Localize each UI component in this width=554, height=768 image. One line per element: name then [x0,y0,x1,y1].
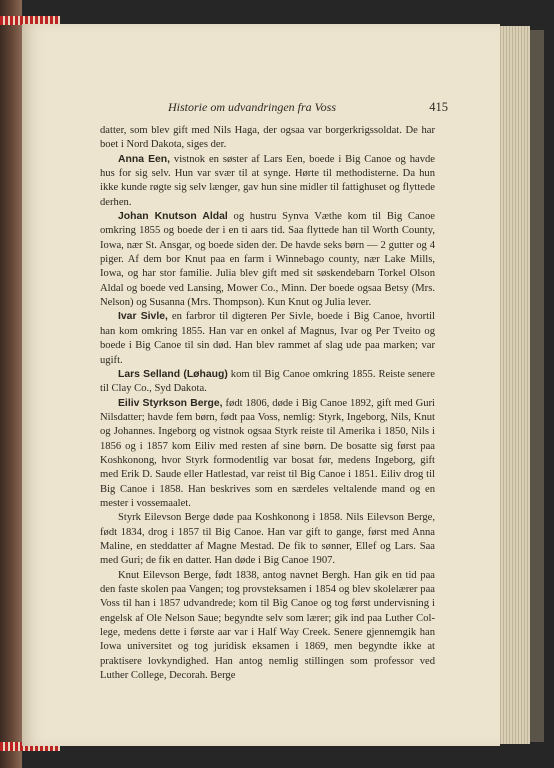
person-name: Ivar Sivle, [118,311,168,323]
paragraph: Lars Selland (Løhaug) kom til Big Canoe omkring 1855. Reiste senere til Clay Co., Syd Dakota. [100,368,435,395]
paragraph: Knut Eilevson Berge, født 1838, antog navnet Bergh. Han gik en tid paa den faste skolen paa Vangen; tog provsteksamen i 1854 og blev skolelærer paa Voss til han i 1857 udvandrede; kom til Big Canoe og tog først undervisning i engelsk af Ole Nelson Saue; begyndte selv som lærer; gik ind paa Luther College, medens dette i første aar var i Half Way Creek. Senere gjennemgik han Iowa universitet og tog juridisk eksamen i 1869, men begyndte ikke at praktisere lovkyndighed. Han antog nemlig stillingen som professor ved Luther College, Decorah. Berge [100,569,435,682]
paragraph: Ivar Sivle, en farbror til digteren Per Sivle, boede i Big Canoe, hvortil han kom omkring 1855. Han var en onkel af Magnus, Ivar og Per Tveito og boede i Big Canoe til sin død. Han blev rammet af slag ude paa marken; var ugift. [100,311,435,366]
page-number: 415 [429,100,448,114]
page-stack-shadow [530,30,544,742]
body-text [100,124,435,683]
paragraph: Anna Een, vistnok en søster af Lars Een, boede i Big Canoe og havde hus for sig selv. Hun var svær til at synge. Hørte til methodisterne. Da hun ikke kunde røgte sig selv længer, gav hun sine midler til fattighuset og flyttede derhen. [100,153,435,208]
running-head: Historie om udvandringen fra Voss [168,100,336,114]
page-stack-edge [498,26,530,744]
person-name: Anna Een, [118,153,171,165]
page-header [78,100,448,118]
person-name: Lars Selland (Løhaug) [118,368,228,380]
paragraph: Johan Knutson Aldal og hustru Synva Væthe kom til Big Canoe omkring 1855 og boede der i en ti aars tid. Saa flyttede han til Worth County, Iowa, nær St. Ansgar, og boede siden der. De havde seks børn — 2 gutter og 4 piger. Af dem bor Knut paa en farm i Winnebago county, nær Lake Mills, Iowa, og har stor familie. Julia blev gift med sit søskendebarn Torkel Olson Aldal og boede ved Lansing, Mower Co., Minn. Der boede ogsaa Betsy (Mrs. Nelson) og Susanna (Mrs. Thompson). Kun Knut og Julia lever. [100,211,435,309]
paragraph: Styrk Eilevson Berge døde paa Koshkonong i 1858. Nils Eilevson Berge, født 1834, drog i 1857 til Big Canoe. Han var gift to gange, først med Anna Maline, en steddatter af Magne Mestad. De fik to sønner, Ellef og Lars. Saa med Guri; de fik en datter. Han døde i Big Canoe 1907. [100,512,435,567]
person-name: Johan Knutson Aldal [118,211,228,223]
person-name: Eiliv Styrkson Berge, [118,397,223,409]
book-cover-edge [0,0,22,768]
paragraph: Eiliv Styrkson Berge, født 1806, døde i Big Canoe 1892, gift med Guri Nilsdatter; havde fem børn, født paa Voss, nemlig: Styrk, Ingeborg, Nils, Knut og Johannes. Ingeborg og vistnok ogsaa Styrk reiste til Amerika i 1850, Nils i 1856 og i 1857 kom Eiliv med resten af sine børn. De bosatte sig først paa Koshkonong, hvor Styrk formodentlig var bosat før, medens Ingeborg, gift med Erik D. Saude eller Hatlestad, var reist til Big Canoe i 1851. Eiliv drog til Big Canoe i 1858. Han beskrives som en særdeles veltalende mand og en mester i vossemaalet. [100,397,435,509]
book-page [22,24,500,746]
paragraph: datter, som blev gift med Nils Haga, der ogsaa var borgerkrigssoldat. De har boet i Nord Dakota, siges der. [100,125,435,151]
